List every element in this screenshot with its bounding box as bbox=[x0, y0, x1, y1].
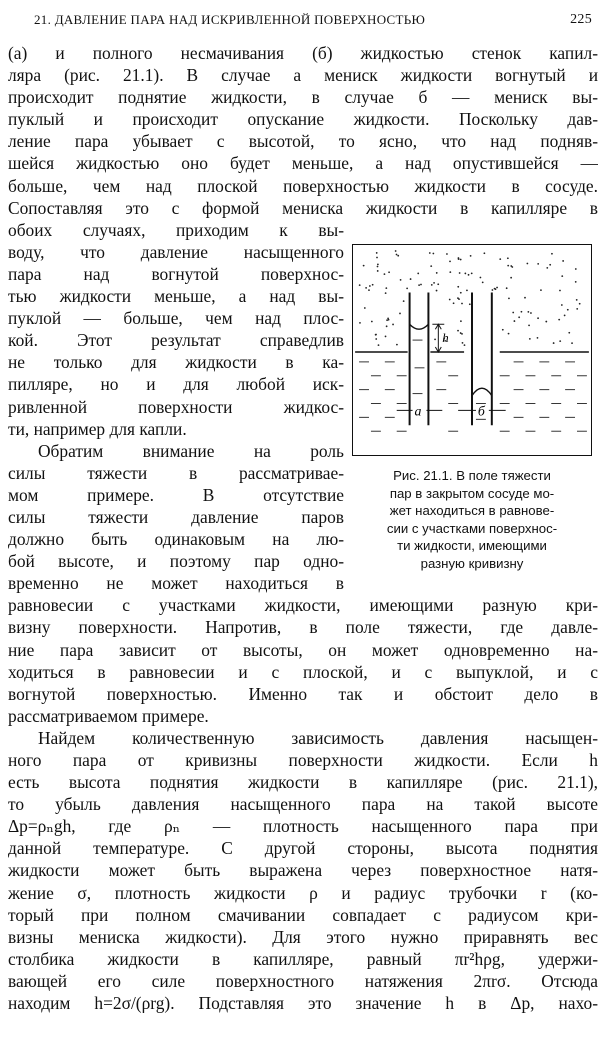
vapor-dot bbox=[457, 330, 459, 332]
text-line: обоих случаях, приходим к вы- bbox=[8, 219, 344, 240]
text-line: ление пара убывает с высотой, то ясно, что над подняв- bbox=[8, 131, 598, 152]
vapor-dot bbox=[579, 303, 581, 305]
text-line: не только для жидкости в ка- bbox=[8, 352, 344, 373]
text-line: мом примере. В отсутствие bbox=[8, 484, 344, 505]
vapor-dot bbox=[508, 298, 510, 300]
vapor-dot bbox=[396, 344, 398, 346]
vapor-dot bbox=[436, 290, 438, 292]
text-line: Найдем количественную зависимость давления насыщен- bbox=[38, 727, 598, 748]
vapor-dot bbox=[537, 263, 539, 265]
page-number: 225 bbox=[570, 12, 592, 27]
vapor-dot bbox=[545, 321, 547, 323]
bottom-paragraph-block bbox=[8, 594, 598, 1014]
text-line: Сопоставляя это с формой мениска жидкости в капилляре в bbox=[8, 197, 598, 218]
vapor-dot bbox=[524, 297, 526, 299]
vapor-dot bbox=[537, 317, 539, 319]
vapor-dot bbox=[449, 299, 451, 301]
vapor-dot bbox=[571, 342, 573, 344]
vapor-dot bbox=[387, 318, 389, 320]
label-b: б bbox=[477, 403, 485, 419]
vapor-dot bbox=[418, 284, 420, 286]
text-line: данной температуре. С другой стороны, высота поднятия bbox=[8, 838, 598, 859]
vapor-dot bbox=[507, 265, 509, 267]
vapor-dot bbox=[437, 283, 439, 285]
vapor-dot bbox=[406, 287, 408, 289]
vapor-dot bbox=[558, 319, 560, 321]
vapor-dot bbox=[375, 338, 377, 340]
label-h: h bbox=[442, 331, 449, 346]
vapor-dot bbox=[410, 278, 412, 280]
vapor-dot bbox=[417, 273, 419, 275]
text-line: шейся жидкостью оно будет меньше, а над опустившейся — bbox=[8, 153, 598, 174]
text-line: Δp=ρₙgh, где ρₙ — плотность насыщенного пара при bbox=[8, 816, 598, 837]
vapor-dot bbox=[392, 324, 394, 326]
text-line: пуклой — больше, чем над плос- bbox=[8, 308, 344, 329]
text-line: ти, например для капли. bbox=[8, 418, 187, 439]
vapor-dot bbox=[459, 272, 461, 274]
vapor-dot bbox=[562, 260, 564, 262]
vapor-dot bbox=[462, 342, 464, 344]
vapor-dot bbox=[449, 260, 451, 262]
vapor-dot bbox=[420, 284, 422, 286]
capillary-diagram-svg bbox=[353, 245, 591, 455]
text-line: ходиться в равновесии и с плоской, и с выпуклой, и с bbox=[8, 661, 598, 682]
vapor-dot bbox=[567, 309, 569, 311]
vapor-dot bbox=[436, 272, 438, 274]
vapor-dot bbox=[395, 250, 397, 252]
vapor-dot bbox=[466, 289, 468, 291]
vapor-dot bbox=[526, 263, 528, 265]
vapor-dots bbox=[359, 250, 581, 346]
vapor-dot bbox=[482, 281, 484, 283]
vapor-dot bbox=[540, 289, 542, 291]
vapor-dot bbox=[375, 334, 377, 336]
caption-line: разную кривизну bbox=[420, 555, 524, 571]
vapor-dot bbox=[460, 259, 462, 261]
caption-line: сии с участками поверхнос- bbox=[386, 520, 558, 536]
text-line: (а) и полного несмачивания (б) жидкостью стенок капил- bbox=[8, 43, 598, 63]
caption-line: ти жидкости, имеющими bbox=[397, 538, 547, 553]
vapor-dot bbox=[575, 281, 577, 283]
vapor-dot bbox=[364, 307, 366, 309]
vapor-dot bbox=[527, 311, 529, 313]
vapor-dot bbox=[549, 264, 551, 266]
vapor-dot bbox=[468, 274, 470, 276]
text-line: равновесии с участками жидкости, имеющими разную кри- bbox=[8, 595, 598, 616]
vapor-dot bbox=[429, 252, 431, 254]
running-header bbox=[22, 10, 592, 32]
text-line: то убыль давления насыщенного пара на такой высоте bbox=[8, 794, 598, 815]
vapor-dot bbox=[494, 288, 496, 290]
vapor-dot bbox=[385, 287, 387, 289]
vapor-dot bbox=[377, 266, 379, 268]
vapor-dot bbox=[512, 312, 514, 314]
vapor-dot bbox=[376, 257, 378, 259]
vapor-dot bbox=[564, 315, 566, 317]
vapor-dot bbox=[483, 252, 485, 254]
vapor-dot bbox=[363, 265, 365, 267]
vapor-dot bbox=[507, 257, 509, 259]
text-line: должно быть одинаковым на лю- bbox=[8, 529, 344, 550]
vapor-dot bbox=[386, 325, 388, 327]
vapor-dot bbox=[460, 292, 462, 294]
vapor-dot bbox=[385, 336, 387, 338]
caption-line: пар в закрытом сосуде мо- bbox=[389, 485, 555, 501]
vapor-dot bbox=[480, 277, 482, 279]
vapor-dot bbox=[559, 340, 561, 342]
vapor-dot bbox=[502, 329, 504, 331]
vapor-dot bbox=[530, 312, 532, 314]
text-line: силы тяжести в рассматривае- bbox=[8, 462, 344, 483]
vapor-dot bbox=[368, 289, 370, 291]
text-line: бой высоте, и поэтому пар одно- bbox=[8, 551, 344, 572]
vapor-dot bbox=[576, 299, 578, 301]
vapor-dot bbox=[461, 303, 463, 305]
text-line: тью жидкости меньше, а над вы- bbox=[8, 286, 344, 307]
figure-capillary-diagram bbox=[352, 244, 592, 456]
vapor-dot bbox=[399, 313, 401, 315]
vapor-dot bbox=[446, 253, 448, 255]
vapor-dot bbox=[499, 258, 501, 260]
vapor-dot bbox=[521, 311, 523, 313]
text-line: ривленной поверхности жидкос- bbox=[8, 396, 344, 417]
vapor-dot bbox=[365, 287, 367, 289]
vapor-dot bbox=[458, 258, 460, 260]
vapor-dot bbox=[377, 264, 379, 266]
text-line: ляра (рис. 21.1). В случае а мениск жидкости вогнутый и bbox=[8, 65, 598, 86]
text-line: воду, что давление насыщенного bbox=[8, 241, 344, 262]
vapor-dot bbox=[359, 322, 361, 324]
vapor-dot bbox=[496, 287, 498, 289]
vapor-dot bbox=[388, 271, 390, 273]
text-line: визну поверхности. Напротив, в поле тяжести, где давле- bbox=[8, 617, 598, 638]
vapor-dot bbox=[431, 284, 433, 286]
vapor-dot bbox=[359, 284, 361, 286]
concave-meniscus-a bbox=[410, 324, 429, 329]
text-line: вогнутой поверхностью. Именно так и обстоит дело в bbox=[8, 683, 598, 704]
vapor-dot bbox=[518, 316, 520, 318]
vapor-dot bbox=[470, 255, 472, 257]
vapor-dot bbox=[449, 271, 451, 273]
vapor-dot bbox=[511, 266, 513, 268]
vapor-dot bbox=[397, 255, 399, 257]
text-line: ние пара зависит от высоты, он может одновременно на- bbox=[8, 639, 598, 660]
vapor-dot bbox=[384, 273, 386, 275]
caption-line: жет находиться в равнове- bbox=[389, 503, 555, 518]
text-line: рассматриваемом примере. bbox=[8, 705, 209, 726]
vapor-dot bbox=[378, 344, 380, 346]
vapor-dot bbox=[546, 267, 548, 269]
vapor-dot bbox=[460, 320, 462, 322]
text-line: кой. Этот результат справедлив bbox=[8, 330, 344, 351]
vapor-dot bbox=[432, 253, 434, 255]
vapor-dot bbox=[403, 300, 405, 302]
vapor-dot bbox=[372, 284, 374, 286]
convex-meniscus-b bbox=[472, 388, 492, 395]
text-line: столбика жидкости в капилляре, равный πr²hρg, удержи- bbox=[8, 948, 598, 969]
vapor-dot bbox=[377, 270, 379, 272]
vapor-dot bbox=[510, 277, 512, 279]
vapor-dot bbox=[561, 275, 563, 277]
vapor-dot bbox=[561, 304, 563, 306]
vapor-dot bbox=[576, 308, 578, 310]
vapor-dot bbox=[369, 285, 371, 287]
vapor-dot bbox=[514, 320, 516, 322]
text-line: жение σ, плотность жидкости ρ и радиус трубочки r (ко- bbox=[8, 882, 598, 903]
vapor-dot bbox=[396, 254, 398, 256]
vapor-dot bbox=[469, 303, 471, 305]
text-line: Обратим внимание на роль bbox=[38, 440, 344, 461]
text-line: ного пара от кривизны поверхности жидкости. Если h bbox=[8, 750, 598, 770]
vapor-dot bbox=[371, 321, 373, 323]
vapor-dot bbox=[471, 272, 473, 274]
vapor-dot bbox=[457, 286, 459, 288]
text-line: находим h=2σ/(ρrg). Подставляя это значение h в Δp, нахо- bbox=[8, 993, 598, 1014]
vapor-dot bbox=[528, 324, 530, 326]
figure-caption bbox=[352, 467, 592, 572]
text-line: происходит поднятие жидкости, в случае б — мениск вы- bbox=[8, 87, 598, 108]
text-line: больше, чем над плоской поверхностью жидкости в сосуде. bbox=[8, 175, 598, 196]
vapor-dot bbox=[506, 287, 508, 289]
text-line: жидкости может быть выражена через поверхностное натя- bbox=[8, 860, 598, 881]
vapor-dot bbox=[508, 333, 510, 335]
vapor-dot bbox=[376, 252, 378, 254]
label-a: a bbox=[414, 403, 422, 419]
vapor-dot bbox=[492, 289, 494, 291]
vapor-dot bbox=[537, 337, 539, 339]
vapor-dot bbox=[529, 338, 531, 340]
text-line: вающей его силе поверхностного натяжения 2πrσ. Отсюда bbox=[8, 970, 598, 991]
text-line: торый при полном смачивании совпадает с радиусом кри- bbox=[8, 904, 598, 925]
vapor-dot bbox=[464, 344, 466, 346]
vapor-dot bbox=[553, 342, 555, 344]
vapor-dot bbox=[433, 282, 435, 284]
running-header-title: 21. ДАВЛЕНИЕ ПАРА НАД ИСКРИВЛЕННОЙ ПОВЕРХНОСТЬЮ bbox=[34, 12, 426, 27]
text-line: пуклый и происходит опускание жидкости. Поскольку дав- bbox=[8, 109, 598, 130]
text-line: пилляре, но и для любой иск- bbox=[8, 374, 344, 395]
vapor-dot bbox=[400, 279, 402, 281]
vapor-dot bbox=[385, 292, 387, 294]
caption-line: Рис. 21.1. В поле тяжести bbox=[393, 468, 551, 483]
vapor-dot bbox=[453, 302, 455, 304]
vapor-dot bbox=[430, 265, 432, 267]
text-line: есть высота поднятия жидкости в капилляре (рис. 21.1), bbox=[8, 772, 598, 793]
text-line: визны мениска жидкости). Для этого нужно приравнять вес bbox=[8, 926, 598, 947]
vapor-dot bbox=[464, 273, 466, 275]
vapor-dot bbox=[568, 332, 570, 334]
vapor-dot bbox=[434, 339, 436, 341]
text-line: временно не может находиться в bbox=[8, 573, 344, 594]
vapor-dot bbox=[575, 268, 577, 270]
vapor-dot bbox=[460, 332, 462, 334]
text-line: пара над вогнутой поверхнос- bbox=[8, 263, 344, 284]
vapor-dot bbox=[559, 290, 561, 292]
vapor-dot bbox=[457, 297, 459, 299]
top-paragraph-block bbox=[8, 42, 598, 219]
text-line: силы тяжести давление паров bbox=[8, 506, 344, 527]
vapor-dot bbox=[551, 253, 553, 255]
